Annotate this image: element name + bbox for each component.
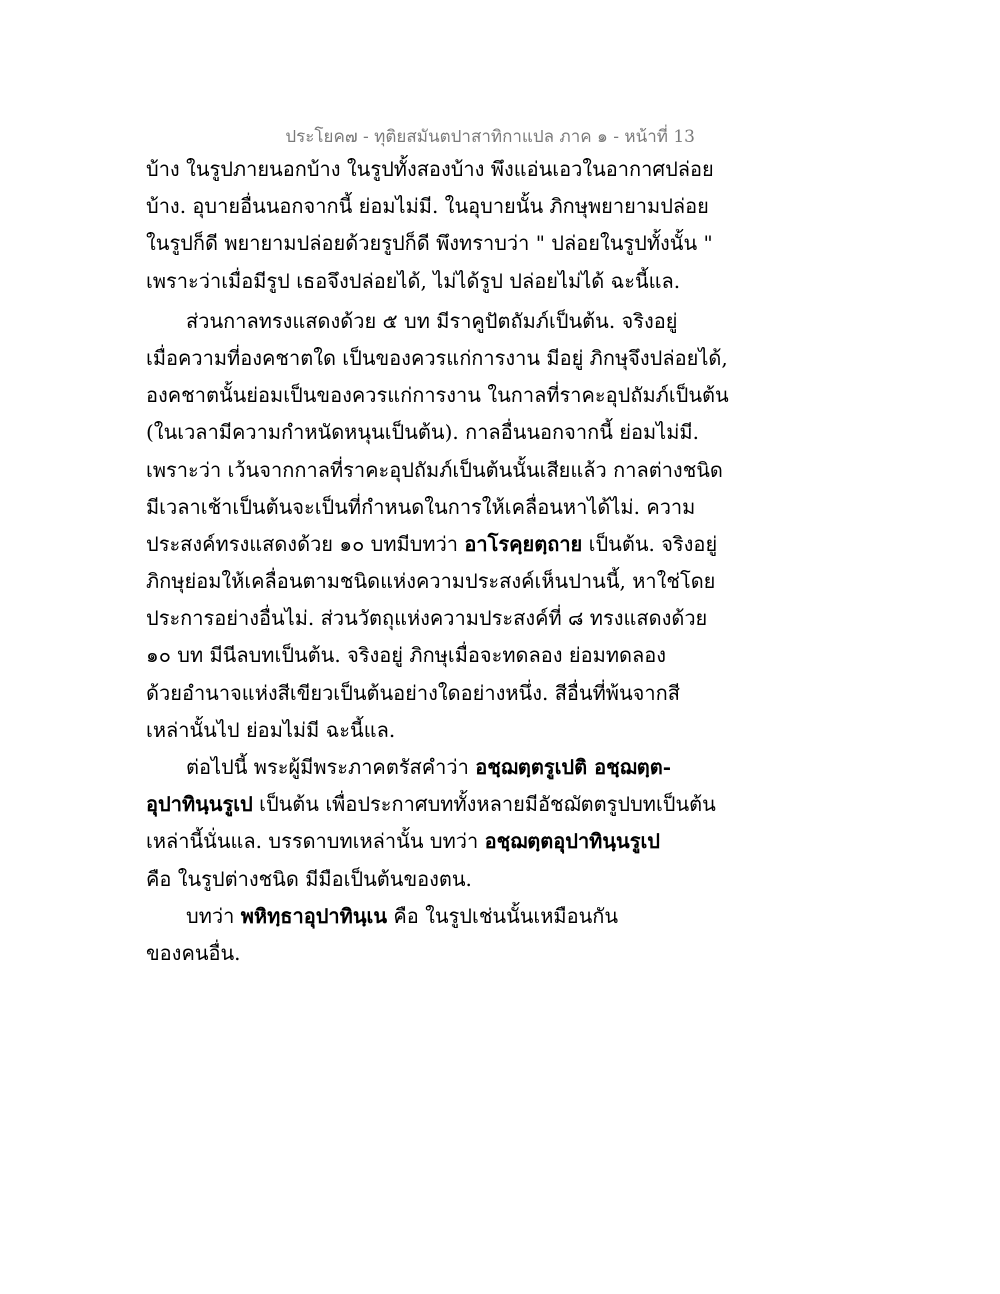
running-header: ประโยค๗ - ทุติยสมันตปาสาทิกาแปล ภาค ๑ - หน้าที่ 13 xyxy=(285,127,695,147)
text-line: เพราะว่าเมื่อมีรูป เธอจึงปล่อยได้, ไม่ได้รูป ปล่อยไม่ได้ ฉะนี้แล. xyxy=(146,268,681,293)
paragraph-start xyxy=(146,898,706,935)
pali-term: อชฺฌตฺตรูเปติ อชฺฌตฺต- xyxy=(475,755,672,779)
text-line xyxy=(146,823,706,860)
text-line: บ้าง ในรูปภายนอกบ้าง ในรูปทั้งสองบ้าง พึงแอ่นเอวในอากาศปล่อย xyxy=(146,157,714,181)
paragraph-start: ส่วนกาลทรงแสดงด้วย ๕ บท มีราคูปัตถัมภ์เป็นต้น. จริงอยู่ xyxy=(186,308,678,333)
text-run: เป็นต้น. จริงอยู่ xyxy=(582,531,718,556)
pali-term: พหิทฺธาอุปาทินฺเน xyxy=(240,903,387,928)
body-text xyxy=(146,151,729,972)
text-line: เพราะว่า เว้นจากกาลที่ราคะอุปถัมภ์เป็นต้นนั้นเสียแล้ว กาลต่างชนิด xyxy=(146,457,723,482)
text-line: ๑๐ บท มีนีลบทเป็นต้น. จริงอยู่ ภิกษุเมื่อจะทดลอง ย่อมทดลอง xyxy=(146,643,667,668)
text-run: คือ ในรูปเช่นนั้นเหมือนกัน xyxy=(387,903,619,928)
text-line: ในรูปก็ดี พยายามปล่อยด้วยรูปก็ดี พึงทราบว่า " ปล่อยในรูปทั้งนั้น " xyxy=(146,231,713,256)
text-line: ภิกษุย่อมให้เคลื่อนตามชนิดแห่งความประสงค์เห็นปานนี้, หาใช่โดย xyxy=(146,569,716,594)
text-line: องคชาตนั้นย่อมเป็นของควรแก่การงาน ในกาลที่ราคะอุปถัมภ์เป็นต้น xyxy=(146,383,729,408)
text-run: ต่อไปนี้ พระผู้มีพระภาคตรัสคำว่า xyxy=(186,755,476,779)
text-run: เหล่านี้นั่นแล. บรรดาบทเหล่านั้น บทว่า xyxy=(146,829,485,854)
text-run: เป็นต้น เพื่อประกาศบททั้งหลายมีอัชฌัตตรูปบทเป็นต้น xyxy=(252,792,716,817)
text-line: บ้าง. อุบายอื่นนอกจากนี้ ย่อมไม่มี. ในอุบายนั้น ภิกษุพยายามปล่อย xyxy=(146,194,709,219)
text-line: ด้วยอำนาจแห่งสีเขียวเป็นต้นอย่างใดอย่างหนึ่ง. สีอื่นที่พ้นจากสี xyxy=(146,680,680,705)
text-run: บทว่า xyxy=(186,903,241,928)
pali-term: อชฺฌตฺตอุปาทินฺนรูเป xyxy=(484,829,660,854)
text-line xyxy=(146,526,718,563)
text-line: เมื่อความที่องคชาตใด เป็นของควรแก่การงาน มีอยู่ ภิกษุจึงปล่อยได้, xyxy=(146,345,728,370)
text-line: (ในเวลามีความกำหนัดหนุนเป็นต้น). กาลอื่นนอกจากนี้ ย่อมไม่มี. xyxy=(146,420,699,445)
text-line: ของคนอื่น. xyxy=(146,940,241,965)
paragraph-start xyxy=(146,749,706,786)
text-line: เหล่านั้นไป ย่อมไม่มี ฉะนี้แล. xyxy=(146,717,396,742)
pali-term: อาโรคฺยตฺถาย xyxy=(464,531,583,556)
text-line: มีเวลาเช้าเป็นต้นจะเป็นที่กำหนดในการให้เคลื่อนหาได้ไม่. ความ xyxy=(146,494,696,519)
pali-term: อุปาทินฺนรูเป xyxy=(146,792,253,817)
text-line xyxy=(146,786,716,823)
text-line: คือ ในรูปต่างชนิด มีมือเป็นต้นของตน. xyxy=(146,866,472,891)
text-line: ประการอย่างอื่นไม่. ส่วนวัตถุแห่งความประสงค์ที่ ๘ ทรงแสดงด้วย xyxy=(146,606,708,631)
text-run: ประสงค์ทรงแสดงด้วย ๑๐ บทมีบทว่า xyxy=(146,531,465,556)
